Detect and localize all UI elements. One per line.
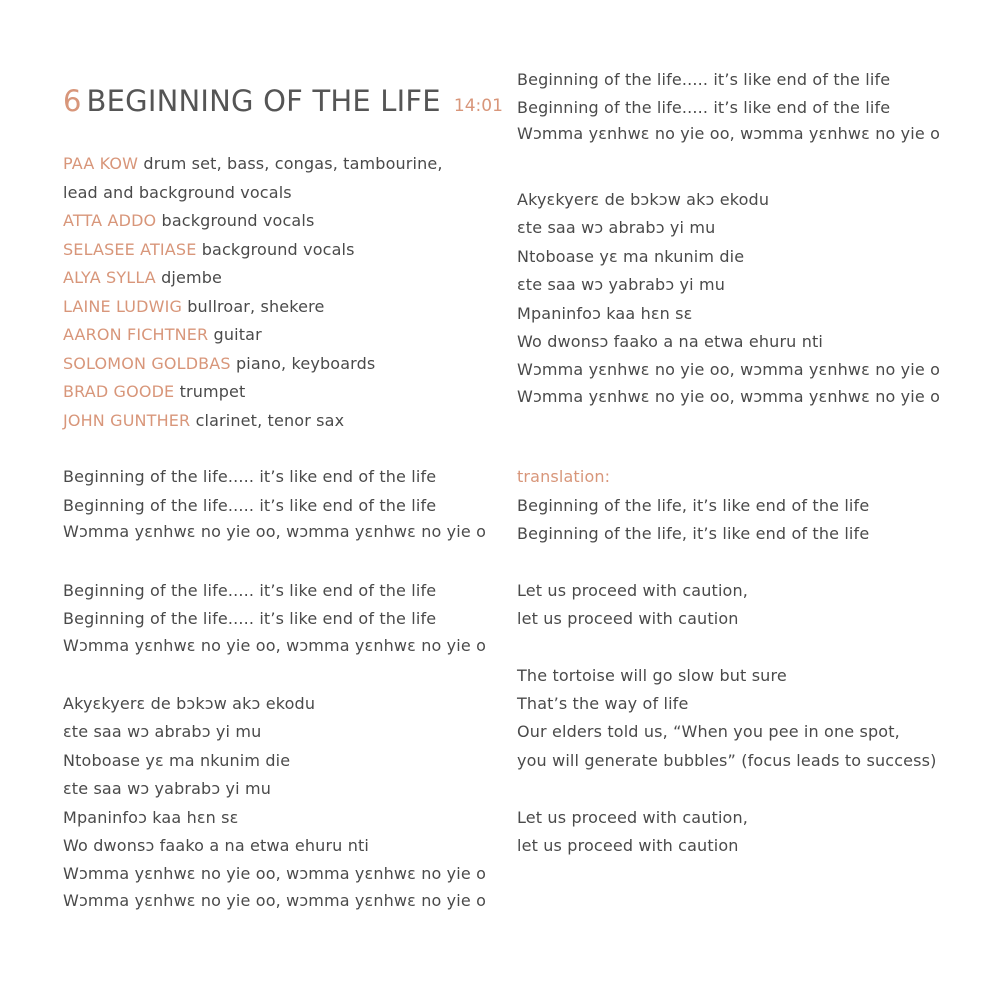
musician-name: BRAD GOODE bbox=[63, 382, 175, 401]
track-title: BEGINNING OF THE LIFE bbox=[86, 84, 441, 118]
lyric-line: Wɔmma yɛnhwɛ no yie oo, wɔmma yɛnhwɛ no yie o bbox=[63, 522, 487, 541]
musician-name: ALYA SYLLA bbox=[63, 268, 156, 287]
lyric-line: Wɔmma yɛnhwɛ no yie oo, wɔmma yɛnhwɛ no yie o bbox=[63, 864, 487, 883]
lyric-line: Beginning of the life..... it’s like end of the life bbox=[63, 496, 437, 515]
musician-role: trumpet bbox=[179, 382, 246, 401]
credit-line bbox=[63, 411, 344, 431]
credit-line bbox=[63, 325, 262, 345]
translation-line: Beginning of the life, it’s like end of the life bbox=[517, 524, 870, 543]
musician-role: clarinet, tenor sax bbox=[195, 411, 345, 430]
credit-line bbox=[63, 154, 443, 174]
translation-label: translation: bbox=[517, 467, 611, 486]
translation-line: Our elders told us, “When you pee in one spot, bbox=[517, 722, 900, 741]
credit-line bbox=[63, 211, 314, 231]
lyric-line: Akyɛkyerɛ de bɔkɔw akɔ ekodu bbox=[63, 694, 316, 713]
musician-name: PAA KOW bbox=[63, 154, 139, 173]
lyric-line: Mpaninfoɔ kaa hɛn sɛ bbox=[517, 304, 693, 323]
musician-role: guitar bbox=[213, 325, 262, 344]
lyric-line: Wɔmma yɛnhwɛ no yie oo, wɔmma yɛnhwɛ no yie o bbox=[517, 124, 941, 143]
lyric-line: Mpaninfoɔ kaa hɛn sɛ bbox=[63, 808, 239, 827]
translation-line: Let us proceed with caution, bbox=[517, 581, 749, 600]
musician-role: background vocals bbox=[161, 211, 315, 230]
lyric-line: Wɔmma yɛnhwɛ no yie oo, wɔmma yɛnhwɛ no yie o bbox=[517, 360, 941, 379]
credit-line bbox=[63, 297, 325, 317]
musician-name: ATTA ADDO bbox=[63, 211, 157, 230]
translation-line: let us proceed with caution bbox=[517, 836, 739, 855]
lyric-line: Beginning of the life..... it’s like end of the life bbox=[63, 609, 437, 628]
track-duration: 14:01 bbox=[453, 96, 503, 116]
musician-name: LAINE LUDWIG bbox=[63, 297, 182, 316]
credit-line bbox=[63, 183, 292, 203]
translation-line: Let us proceed with caution, bbox=[517, 808, 749, 827]
musician-name: JOHN GUNTHER bbox=[63, 411, 191, 430]
translation-line: you will generate bubbles” (focus leads to success) bbox=[517, 751, 937, 770]
credit-line bbox=[63, 268, 222, 288]
lyric-line: Ntoboase yɛ ma nkunim die bbox=[517, 247, 745, 266]
track-number: 6 bbox=[63, 84, 82, 118]
musician-role: drum set, bass, congas, tambourine, bbox=[143, 154, 443, 173]
lyric-line: Wɔmma yɛnhwɛ no yie oo, wɔmma yɛnhwɛ no yie o bbox=[63, 891, 487, 910]
translation-line: The tortoise will go slow but sure bbox=[517, 666, 787, 685]
musician-name: AARON FICHTNER bbox=[63, 325, 209, 344]
lyric-line: Wo dwonsɔ faako a na etwa ehuru nti bbox=[517, 332, 824, 351]
musician-role: bullroar, shekere bbox=[187, 297, 325, 316]
lyric-line: Wɔmma yɛnhwɛ no yie oo, wɔmma yɛnhwɛ no yie o bbox=[63, 636, 487, 655]
track-heading bbox=[63, 84, 503, 118]
credit-line bbox=[63, 354, 375, 374]
lyric-line: ɛte saa wɔ abrabɔ yi mu bbox=[517, 218, 716, 237]
musician-role: piano, keyboards bbox=[235, 354, 376, 373]
credit-line bbox=[63, 240, 355, 260]
lyric-line: ɛte saa wɔ abrabɔ yi mu bbox=[63, 722, 262, 741]
musician-name: SELASEE ATIASE bbox=[63, 240, 197, 259]
musician-role: djembe bbox=[161, 268, 223, 287]
translation-line: Beginning of the life, it’s like end of the life bbox=[517, 496, 870, 515]
lyric-line: ɛte saa wɔ yabrabɔ yi mu bbox=[63, 779, 272, 798]
credit-line bbox=[63, 382, 245, 402]
lyric-line: Akyɛkyerɛ de bɔkɔw akɔ ekodu bbox=[517, 190, 770, 209]
translation-line: That’s the way of life bbox=[517, 694, 689, 713]
lyric-line: Wɔmma yɛnhwɛ no yie oo, wɔmma yɛnhwɛ no yie o bbox=[517, 387, 941, 406]
musician-name: SOLOMON GOLDBAS bbox=[63, 354, 231, 373]
lyric-line: Beginning of the life..... it’s like end of the life bbox=[63, 467, 437, 486]
musician-role: lead and background vocals bbox=[63, 183, 292, 202]
musician-role: background vocals bbox=[201, 240, 355, 259]
lyric-line: Beginning of the life..... it’s like end of the life bbox=[517, 98, 891, 117]
lyric-line: Beginning of the life..... it’s like end of the life bbox=[517, 70, 891, 89]
lyric-line: ɛte saa wɔ yabrabɔ yi mu bbox=[517, 275, 726, 294]
lyric-line: Wo dwonsɔ faako a na etwa ehuru nti bbox=[63, 836, 370, 855]
lyric-line: Beginning of the life..... it’s like end of the life bbox=[63, 581, 437, 600]
lyric-line: Ntoboase yɛ ma nkunim die bbox=[63, 751, 291, 770]
translation-line: let us proceed with caution bbox=[517, 609, 739, 628]
